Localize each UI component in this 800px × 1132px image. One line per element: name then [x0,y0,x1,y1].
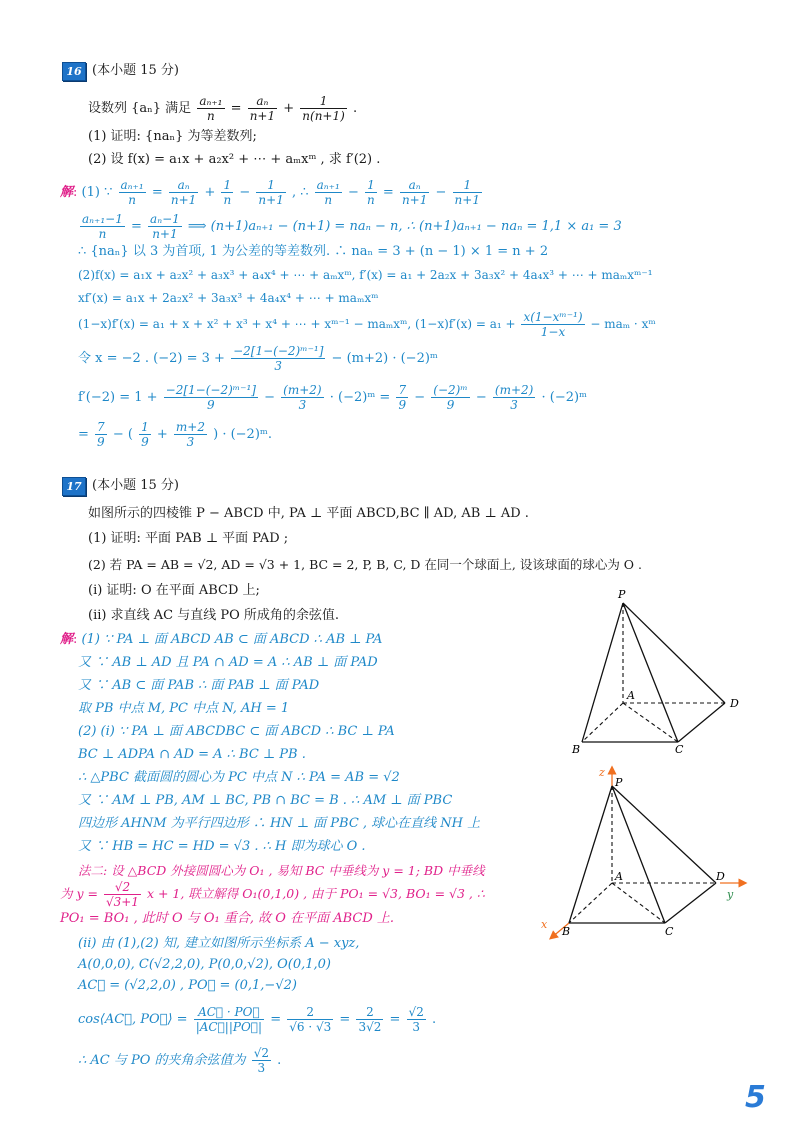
label-C: C [675,743,684,756]
question-16-part-1: (1) 证明: {naₙ} 为等差数列; [88,129,257,144]
question-16-stem [88,94,357,123]
label-D: D [716,870,725,883]
label-B: B [562,925,571,938]
solution-17-line-8: 又 ∵ AM ⊥ PB, AM ⊥ BC, PB ∩ BC = B . ∴ AM ⊥ 面 PBC [78,793,453,808]
pyramid-figure-2 [535,760,765,945]
question-17-part-2: (2) 若 PA = AB = √2, AD = √3 + 1, BC = 2, P, B, C, D 在同一个球面上, 设该球面的球心为 O . [88,557,643,572]
solution-17-line-10: 又 ∵ HB = HC = HD = √3 . ∴ H 即为球心 O . [78,839,366,854]
label-C: C [665,925,674,938]
label-y: y [727,888,734,901]
solution-17-line-9: 四边形 AHNM 为平行四边形 ∴ HN ⊥ 面 PBC , 球心在直线 NH 上 [78,816,481,831]
question-17-part-2-i: (i) 证明: O 在平面 ABCD 上; [88,583,260,598]
question-16-part-2: (2) 设 f(x) = a₁x + a₂x² + ⋯ + aₘxᵐ , 求 f′(2) . [88,152,381,167]
solution-17-line-6: BC ⊥ ADPA ∩ AD = A ∴ BC ⊥ PB . [78,747,306,762]
solution-16-line-6: (1−x)f′(x) = a₁ + x + x² + x³ + x⁴ + ⋯ + xᵐ⁻¹ − maₘxᵐ, (1−x)f′(x) = a₁ + $\frac{\text{x(1−xᵐ⁻¹)}}{1-x}$ − maₘ · xᵐ [78,310,656,339]
fraction: $\frac{\text{aₙ}}{n+1}$ [249,94,276,123]
stem-text: 设数列 {aₙ} 满足 [88,101,192,116]
solution-label: 解 [60,632,74,647]
solution-label: 解 [60,185,74,200]
page-number: 5 [745,1080,766,1115]
pyramid-figure-1 [560,585,760,760]
plus: + [283,101,295,116]
solution-17-line-18: ∴ AC 与 PO 的夹角余弦值为 $\frac{√2}{3}$ . [78,1046,282,1075]
solution-17-line-5: (2) (i) ∵ PA ⊥ 面 ABCDBC ⊂ 面 ABCD ∴ BC ⊥ PA [78,724,395,739]
solution-17-line-11: 法二: 设 △BCD 外接圆圆心为 O₁ , 易知 BC 中垂线为 y = 1; BD 中垂线 [78,863,485,878]
solution-17-line-15: A(0,0,0), C(√2,2,0), P(0,0,√2), O(0,1,0) [78,957,331,972]
solution-16-line-7: 令 x = −2 . (−2) = 3 + $\frac{\text{−2[1−(−2)ᵐ⁻¹]}}{3}$ − (m+2) · (−2)ᵐ [78,344,438,373]
label-A: A [627,689,635,702]
solution-17-line-14: (ii) 由 (1),(2) 知, 建立如图所示坐标系 A − xyz, [78,936,360,951]
question-16-badge: 16 [62,62,86,81]
solution-17-line-17: cos⟨AC⃗, PO⃗⟩ = $\frac{AC⃗ \cdot PO⃗}{|AC⃗||PO⃗|}$ = $\frac{2}{√6 \cdot √3}$ = $\frac{2}{3√2}$ = $\frac{√2}{3}$ . [78,1005,437,1034]
solution-17-line-4: 取 PB 中点 M, PC 中点 N, AH = 1 [78,701,290,716]
solution-17-line-12: 为 y = $\frac{√2}{√3+1}$ x + 1, 联立解得 O₁(0,1,0) , 由于 PO₁ = √3, BO₁ = √3 , ∴ [60,880,485,909]
label-D: D [730,697,739,710]
solution-17-line-2: 又 ∵ AB ⊥ AD 且 PA ∩ AD = A ∴ AB ⊥ 面 PAD [78,655,378,670]
solution-16-line-9: = $\frac{7}{9}$ − ( $\frac{1}{9}$ + $\frac{m+2}{3}$ ) · (−2)ᵐ. [78,420,273,449]
question-17-stem: 如图所示的四棱锥 P − ABCD 中, PA ⊥ 平面 ABCD,BC ∥ AD, AB ⊥ AD . [88,506,529,521]
solution-16-line-8: f′(−2) = 1 + $\frac{\text{−2[1−(−2)ᵐ⁻¹]}}{9}$ − $\frac{(m+2)}{3}$ · (−2)ᵐ = $\frac{7}{9}$ − $\frac{\text{(−2)ᵐ}}{9}$ − $\frac{(m+2)}{3}$ · (−2)ᵐ [78,383,588,412]
question-17-header: (本小题 15 分) [92,478,179,493]
label-B: B [572,743,581,756]
solution-17-line-1: 解: (1) ∵ PA ⊥ 面 ABCD AB ⊂ 面 ABCD ∴ AB ⊥ PA [60,632,383,647]
solution-16-line-1: 解: (1) ∵ $\frac{\text{aₙ₊₁}}{n}$ = $\frac{\text{aₙ}}{n+1}$ + $\frac{1}{n}$ − $\frac{1}{n+1}$ , ∴ $\frac{\text{aₙ₊₁}}{n}$ − $\frac{1}{n}$ = $\frac{\text{aₙ}}{n+1}$ − $\frac{1}{n+1}$ [60,178,480,207]
label-P: P [618,588,626,601]
solution-17-line-16: AC⃗ = (√2,2,0) , PO⃗ = (0,1,−√2) [78,978,297,993]
period: . [352,101,358,116]
solution-16-line-2: $\frac{\text{aₙ₊₁−1}}{n}$ = $\frac{\text{aₙ−1}}{n+1}$ ⟹ (n+1)aₙ₊₁ − (n+1) = naₙ − n, ∴ (n+1)aₙ₊₁ − naₙ = 1,1 × a₁ = 3 [82,212,622,241]
question-16-header: (本小题 15 分) [92,63,179,78]
solution-16-line-4: (2)f(x) = a₁x + a₂x² + a₃x³ + a₄x⁴ + ⋯ + aₘxᵐ, f′(x) = a₁ + 2a₂x + 3a₃x² + 4a₄x³ + ⋯ + maₘxᵐ⁻¹ [78,268,653,282]
solution-17-line-13: PO₁ = BO₁ , 此时 O 与 O₁ 重合, 故 O 在平面 ABCD 上. [60,911,395,926]
label-z: z [599,766,605,779]
solution-16-line-5: xf′(x) = a₁x + 2a₂x² + 3a₃x³ + 4a₄x⁴ + ⋯ + maₘxᵐ [78,291,379,305]
solution-16-line-3: ∴ {naₙ} 以 3 为首项, 1 为公差的等差数列. ∴ naₙ = 3 + (n − 1) × 1 = n + 2 [78,244,549,259]
solution-17-line-3: 又 ∵ AB ⊂ 面 PAB ∴ 面 PAB ⊥ 面 PAD [78,678,320,693]
equals: = [230,101,242,116]
label-x: x [541,918,548,931]
fraction: $\frac{\text{aₙ₊₁}}{n}$ [199,94,223,123]
fraction: $\frac{1}{n(n+1)}$ [302,94,345,123]
label-P: P [615,776,623,789]
question-17-part-1: (1) 证明: 平面 PAB ⊥ 平面 PAD ; [88,531,289,546]
solution-17-line-7: ∴ △PBC 截面圆的圆心为 PC 中点 N ∴ PA = AB = √2 [78,770,400,785]
question-17-badge: 17 [62,477,86,496]
label-A: A [615,870,623,883]
question-17-part-2-ii: (ii) 求直线 AC 与直线 PO 所成角的余弦值. [88,608,339,623]
